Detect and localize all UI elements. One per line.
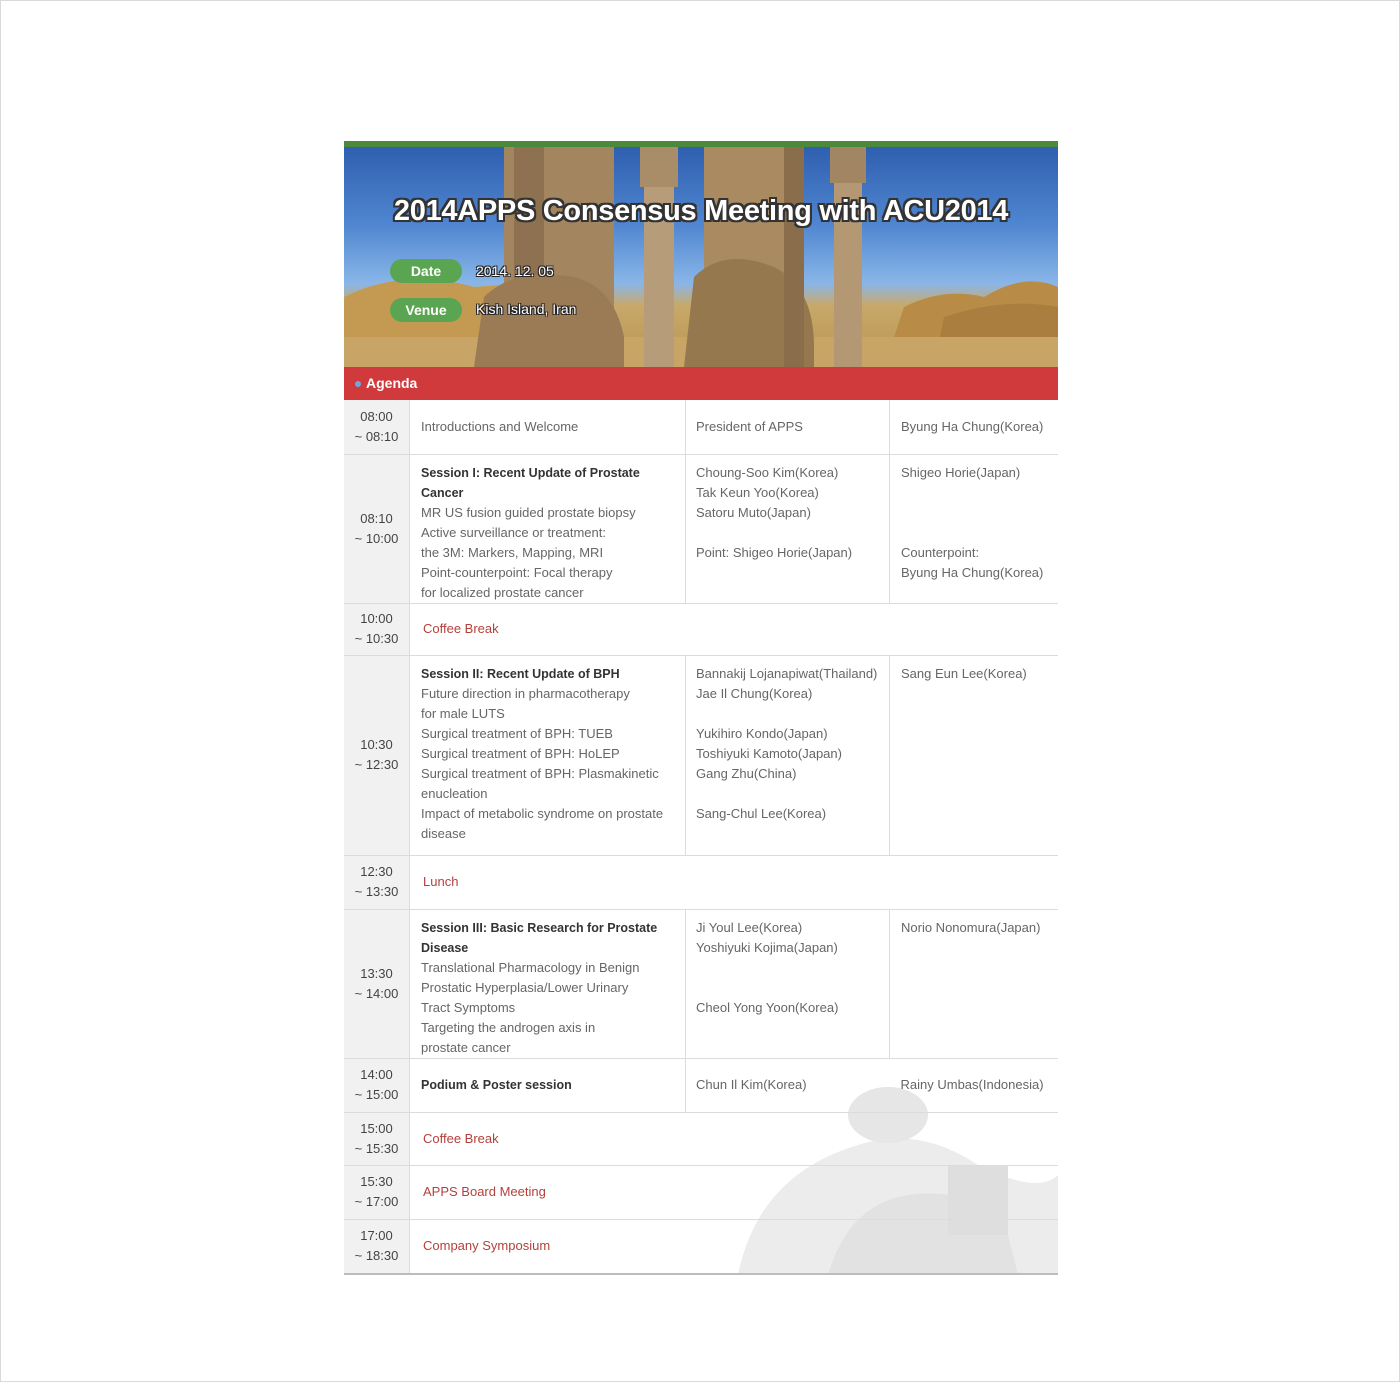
break-label: Coffee Break: [410, 1112, 1059, 1165]
start-time: 14:00: [360, 1067, 393, 1082]
agenda-row: [344, 603, 1058, 655]
time-cell: [344, 655, 410, 855]
agenda-row: [344, 400, 1058, 454]
time-cell: [344, 400, 410, 454]
start-time: 08:10: [360, 510, 393, 526]
end-time: ~ 13:30: [354, 884, 399, 899]
start-time: 13:30: [360, 965, 393, 981]
chair-cell: [890, 655, 1059, 855]
speaker-line: Ji Youl Lee(Korea): [696, 919, 803, 935]
chair-line: Norio Nonomura(Japan): [901, 919, 1041, 935]
topic-cell: [410, 454, 686, 603]
agenda-row: [344, 855, 1058, 909]
topic-line: Surgical treatment of BPH: TUEB: [421, 725, 613, 741]
break-label: Company Symposium: [410, 1219, 1059, 1274]
chair-line: Counterpoint:: [901, 544, 980, 560]
date-label-pill: Date: [390, 259, 462, 283]
topic-line: Impact of metabolic syndrome on prostate: [421, 805, 664, 821]
end-time: ~ 18:30: [354, 1248, 399, 1264]
agenda-row: [344, 1112, 1058, 1165]
speaker-line: Gang Zhu(China): [696, 765, 797, 781]
break-label: APPS Board Meeting: [410, 1165, 1059, 1219]
chair-line: [901, 483, 1058, 503]
topic-line: enucleation: [421, 785, 488, 801]
venue-label-pill: Venue: [390, 298, 462, 322]
end-time: ~ 12:30: [354, 757, 399, 772]
break-label: Lunch: [410, 855, 1059, 909]
start-time: 10:00: [360, 611, 393, 626]
agenda-row: [344, 909, 1058, 1058]
agenda-title: Agenda: [366, 375, 418, 391]
agenda-row: [344, 1058, 1058, 1112]
chair-cell: [890, 909, 1059, 1058]
speaker-line: Choung-Soo Kim(Korea): [696, 464, 839, 480]
speaker-line: Tak Keun Yoo(Korea): [696, 484, 819, 500]
speaker-line: Sang-Chul Lee(Korea): [696, 805, 827, 821]
date-value: 2014. 12. 05: [476, 263, 554, 279]
time-cell: [344, 1058, 410, 1112]
topic-line: Surgical treatment of BPH: Plasmakinetic: [421, 765, 659, 781]
topic-line: prostate cancer: [421, 1039, 511, 1055]
speaker-line: Bannakij Lojanapiwat(Thailand): [696, 665, 878, 681]
topic-line: Targeting the androgen axis in: [421, 1019, 596, 1035]
topic-line: Active surveillance or treatment:: [421, 524, 606, 540]
end-time: ~ 08:10: [354, 428, 399, 444]
agenda-header: [344, 367, 1058, 400]
time-cell: [344, 603, 410, 655]
speaker-line: Cheol Yong Yoon(Korea): [696, 999, 839, 1015]
program-sheet: [344, 141, 1058, 1275]
topic-line: the 3M: Markers, Mapping, MRI: [421, 544, 604, 560]
speaker-line: [696, 784, 889, 804]
agenda-row: [344, 655, 1058, 855]
start-time: 08:00: [360, 408, 393, 424]
time-cell: [344, 1112, 410, 1165]
ruins-photo: [344, 147, 1058, 367]
topic-line: Point-counterpoint: Focal therapy: [421, 564, 613, 580]
chair-cell: [890, 454, 1059, 603]
venue-value: Kish Island, Iran: [476, 301, 577, 317]
time-cell: [344, 454, 410, 603]
speaker-line: Satoru Muto(Japan): [696, 504, 811, 520]
topic-line: Future direction in pharmacotherapy: [421, 685, 630, 701]
speaker-line: Jae Il Chung(Korea): [696, 685, 813, 701]
speaker-line: [696, 958, 889, 978]
speaker-cell: [686, 655, 890, 855]
topic-line: MR US fusion guided prostate biopsy: [421, 504, 636, 520]
start-time: 12:30: [360, 864, 393, 879]
session-title: Session II: Recent Update of BPH: [421, 666, 620, 681]
chair-line: Shigeo Horie(Japan): [901, 464, 1021, 480]
topic-line: for localized prostate cancer: [421, 584, 584, 600]
chair-line: [901, 523, 1058, 543]
agenda-table-wrap: [344, 400, 1058, 1275]
end-time: ~ 10:00: [354, 530, 399, 546]
start-time: 15:30: [360, 1174, 393, 1189]
event-title: 2014APPS Consensus Meeting with ACU2014: [393, 195, 1009, 227]
bullet-icon: [355, 381, 361, 387]
speaker-line: [696, 978, 889, 998]
speaker-cell: [686, 909, 890, 1058]
end-time: ~ 15:30: [354, 1140, 399, 1156]
time-cell: [344, 855, 410, 909]
chair-line: [901, 503, 1058, 523]
speaker-cell: President of APPS: [686, 400, 890, 454]
start-time: 15:00: [360, 1120, 393, 1136]
end-time: ~ 14:00: [354, 985, 399, 1001]
time-cell: [344, 909, 410, 1058]
speaker-line: Yukihiro Kondo(Japan): [696, 725, 828, 741]
header-banner: [344, 147, 1058, 367]
time-cell: [344, 1165, 410, 1219]
chair-line: Sang Eun Lee(Korea): [901, 665, 1027, 681]
speaker-line: [696, 523, 889, 543]
speaker-cell: [686, 454, 890, 603]
speaker-line: Point: Shigeo Horie(Japan): [696, 544, 853, 560]
topic-line: Translational Pharmacology in Benign: [421, 959, 640, 975]
agenda-row: [344, 454, 1058, 603]
chair-cell: Byung Ha Chung(Korea): [901, 418, 1044, 434]
topic-line: Surgical treatment of BPH: HoLEP: [421, 745, 620, 761]
topic-cell: Podium & Poster session: [410, 1058, 686, 1112]
end-time: ~ 15:00: [354, 1087, 399, 1102]
end-time: ~ 17:00: [354, 1194, 399, 1209]
chair-cell: Rainy Umbas(Indonesia): [890, 1058, 1059, 1112]
speaker-cell: Chun Il Kim(Korea): [686, 1058, 890, 1112]
start-time: 10:30: [360, 737, 393, 752]
agenda-row: [344, 1219, 1058, 1274]
start-time: 17:00: [360, 1228, 393, 1244]
topic-cell: Introductions and Welcome: [410, 400, 686, 454]
topic-line: Tract Symptoms: [421, 999, 516, 1015]
end-time: ~ 10:30: [354, 631, 399, 646]
topic-line: for male LUTS: [421, 705, 505, 721]
topic-cell: [410, 655, 686, 855]
break-label: Coffee Break: [410, 603, 1059, 655]
chair-line: Byung Ha Chung(Korea): [901, 564, 1044, 580]
topic-cell: [410, 909, 686, 1058]
speaker-line: Yoshiyuki Kojima(Japan): [696, 939, 838, 955]
agenda-row: [344, 1165, 1058, 1219]
agenda-table: [344, 400, 1058, 1275]
topic-line: disease: [421, 825, 466, 841]
session-title: Session I: Recent Update of Prostate Cancer: [421, 465, 640, 500]
time-cell: [344, 1219, 410, 1274]
speaker-line: [696, 704, 889, 724]
speaker-line: Toshiyuki Kamoto(Japan): [696, 745, 842, 761]
session-title: Session III: Basic Research for Prostate Disease: [421, 920, 658, 955]
topic-line: Prostatic Hyperplasia/Lower Urinary: [421, 979, 629, 995]
